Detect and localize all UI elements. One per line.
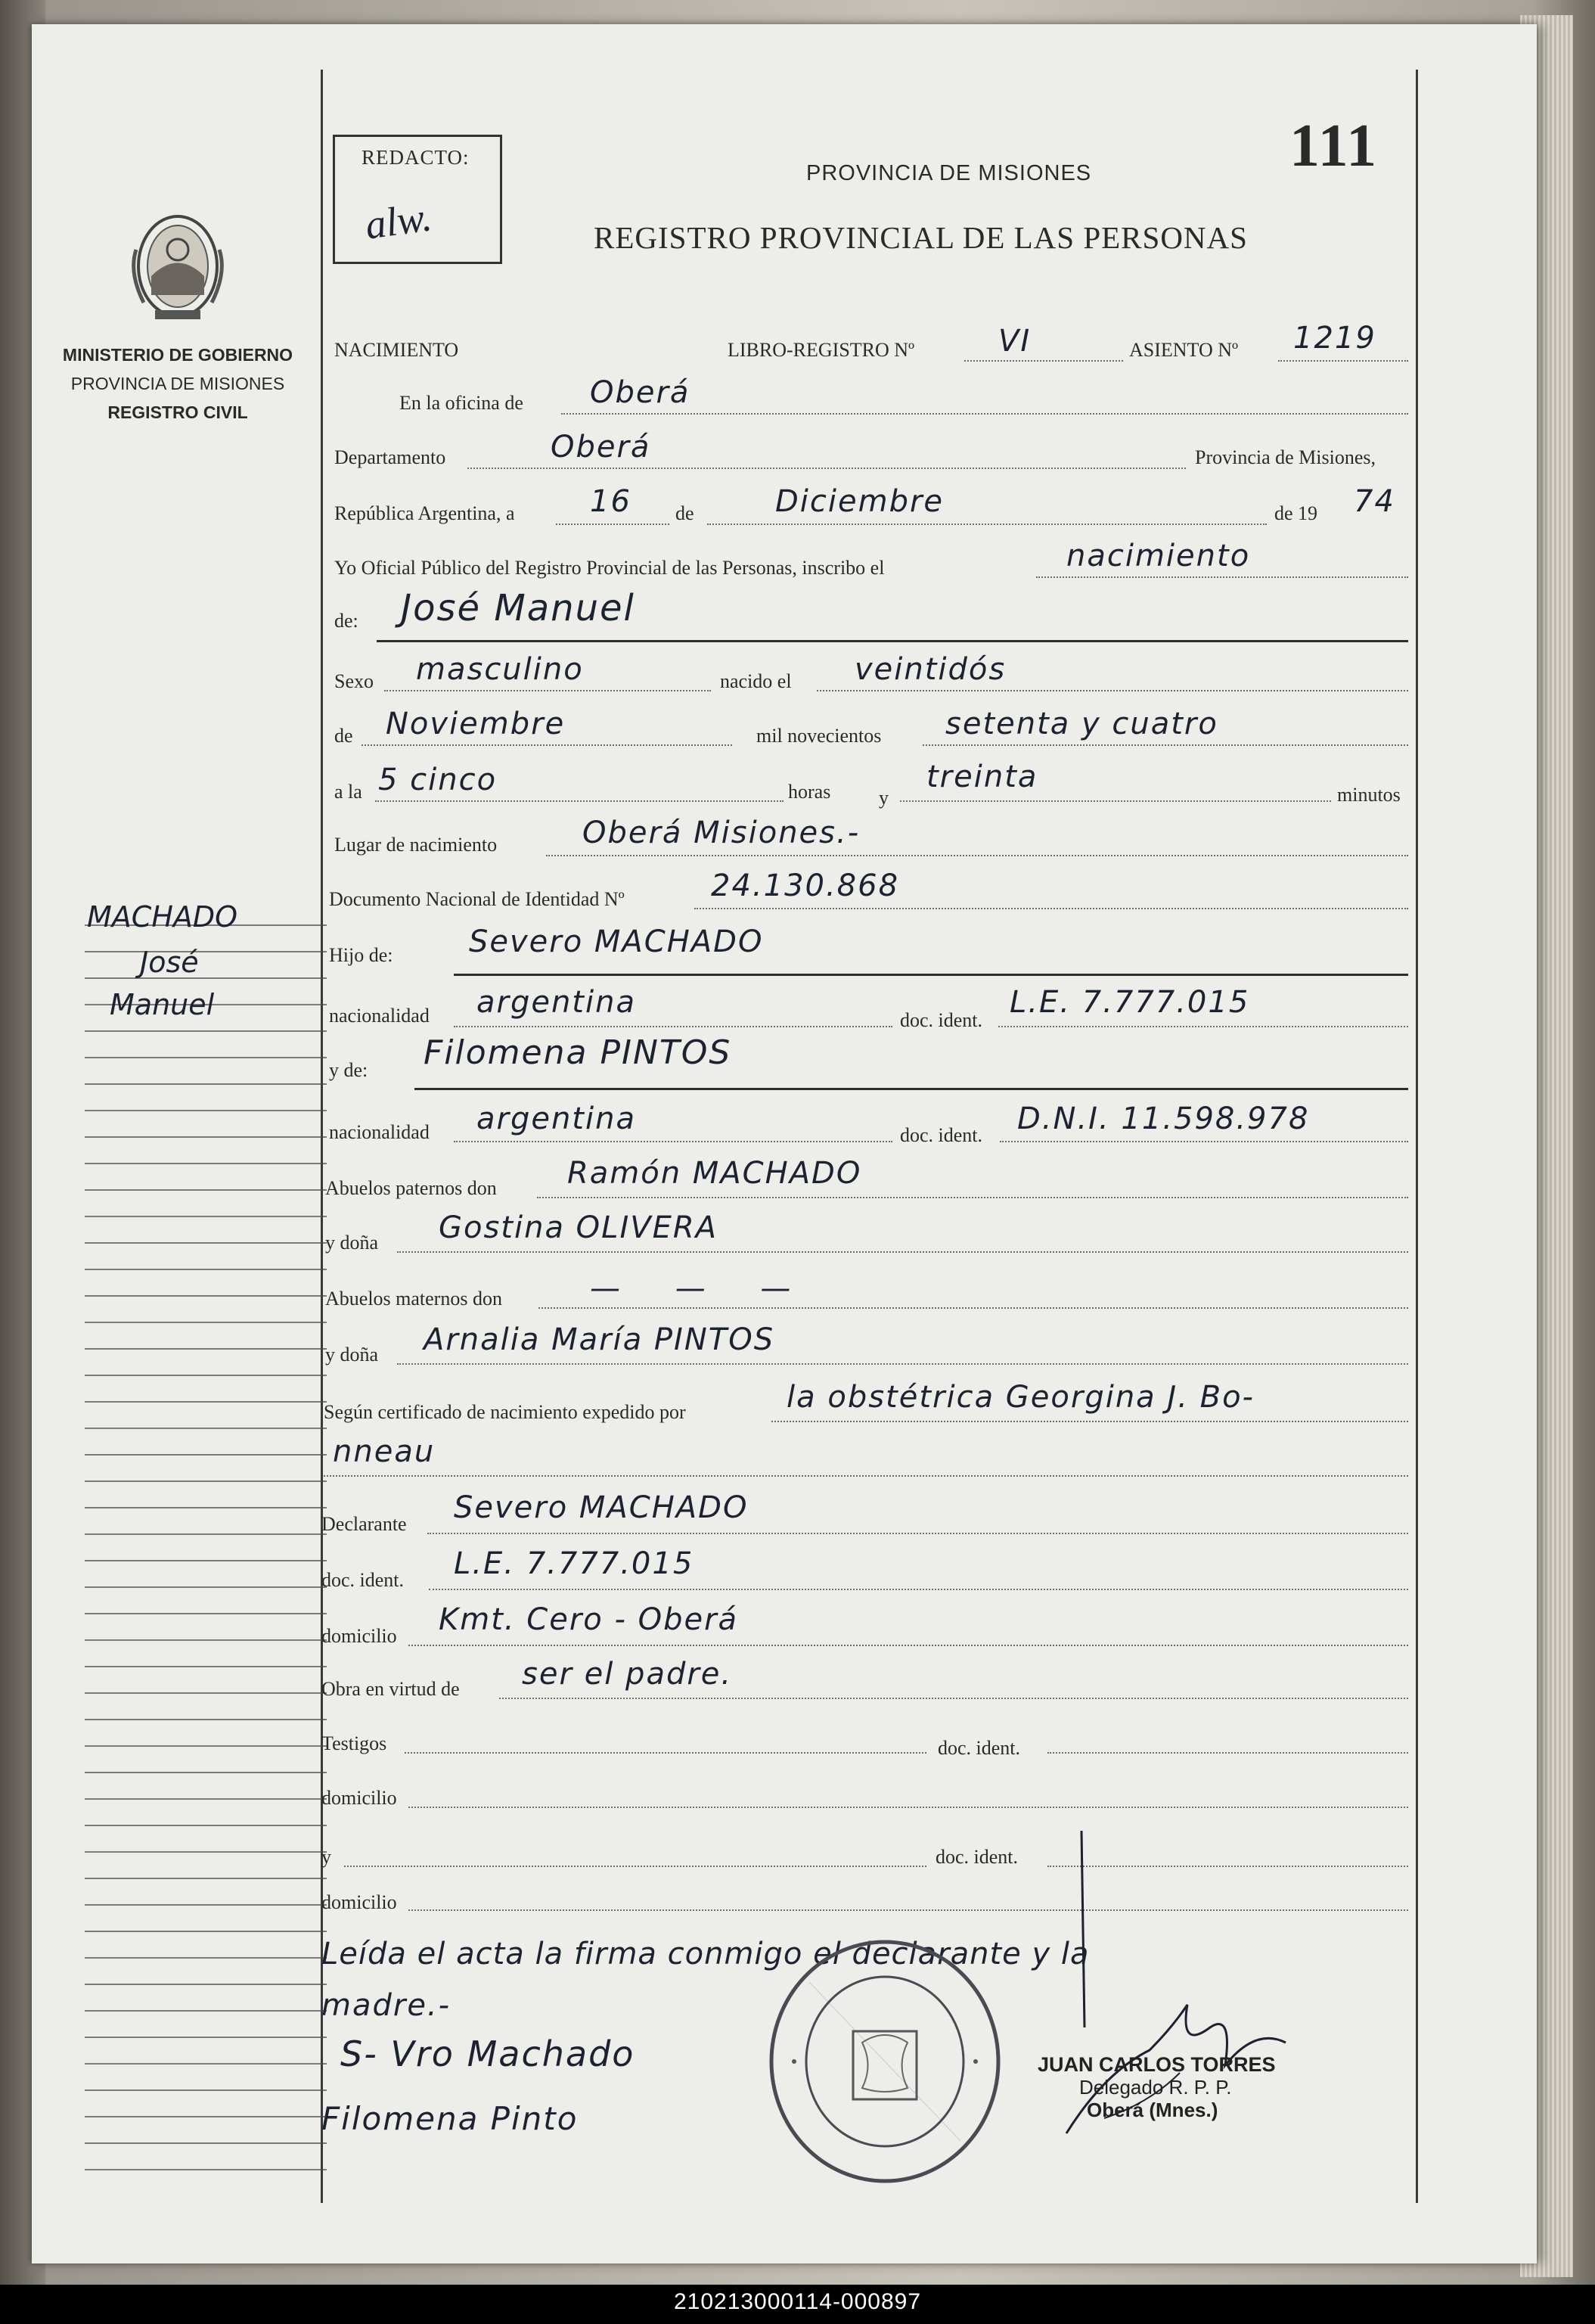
doc-madre-label: doc. ident. bbox=[900, 1124, 983, 1146]
ministry-registry: REGISTRO CIVIL bbox=[107, 402, 248, 422]
declarante-label: Declarante bbox=[321, 1513, 407, 1535]
domicilio-testigo1-label: domicilio bbox=[321, 1787, 397, 1809]
oficial-label: Yo Oficial Público del Registro Provincial de las Personas, inscribo el bbox=[334, 557, 885, 579]
minutos-value: treinta bbox=[926, 760, 1038, 794]
redacto-initials: alw. bbox=[362, 194, 435, 248]
departamento-label: Departamento bbox=[334, 446, 446, 468]
abuelos-paternos-label: Abuelos paternos don bbox=[325, 1177, 497, 1199]
de-nombre-label: de: bbox=[334, 610, 358, 632]
asiento-label: ASIENTO Nº bbox=[1129, 339, 1239, 361]
testigos-label: Testigos bbox=[321, 1732, 387, 1754]
domicilio-testigo2-label: domicilio bbox=[321, 1891, 397, 1913]
nacido-value: veintidós bbox=[855, 652, 1007, 687]
ministry-province: PROVINCIA DE MISIONES bbox=[70, 374, 285, 393]
doc-padre-value: L.E. 7.777.015 bbox=[1010, 985, 1250, 1020]
madre-value: Filomena PINTOS bbox=[424, 1033, 732, 1072]
abuelo-materno-value: — — — bbox=[590, 1271, 814, 1306]
certificado-value-cont: nneau bbox=[333, 1434, 436, 1469]
provincia-label: Provincia de Misiones, bbox=[1195, 446, 1376, 468]
asiento-value: 1219 bbox=[1293, 321, 1376, 356]
libro-value: VI bbox=[998, 324, 1032, 359]
anio-nac-value: setenta y cuatro bbox=[945, 707, 1218, 741]
nacionalidad-padre-label: nacionalidad bbox=[329, 1005, 430, 1027]
nacionalidad-padre-value: argentina bbox=[476, 985, 636, 1020]
abuelo-paterno-value: Ramón MACHADO bbox=[567, 1156, 862, 1191]
official-stamp-icon bbox=[764, 1937, 1006, 2186]
doc-declarante-value: L.E. 7.777.015 bbox=[454, 1546, 694, 1581]
ministry-block bbox=[53, 340, 303, 427]
lugar-value: Oberá Misiones.- bbox=[582, 816, 861, 850]
doc-padre-label: doc. ident. bbox=[900, 1009, 983, 1031]
sexo-value: masculino bbox=[416, 652, 584, 687]
libro-label: LIBRO-REGISTRO Nº bbox=[728, 339, 915, 361]
oficina-value: Oberá bbox=[590, 375, 690, 410]
y-dona-materna-label: y doña bbox=[325, 1344, 379, 1366]
anio-value: 74 bbox=[1354, 484, 1395, 519]
doc-declarante-label: doc. ident. bbox=[321, 1569, 405, 1591]
mes-value: Diciembre bbox=[775, 484, 945, 519]
officer-block bbox=[1038, 2053, 1276, 2121]
lugar-label: Lugar de nacimiento bbox=[334, 834, 498, 856]
departamento-value: Oberá bbox=[551, 430, 651, 464]
document-id: 210213000114-000897 bbox=[673, 2289, 922, 2314]
abuela-materna-value: Arnalia María PINTOS bbox=[424, 1322, 775, 1357]
officer-name: JUAN CARLOS TORRES bbox=[1038, 2053, 1276, 2076]
sexo-label: Sexo bbox=[334, 670, 374, 692]
dia-value: 16 bbox=[590, 484, 631, 519]
hijo-value: Severo MACHADO bbox=[469, 924, 764, 959]
obra-label: Obra en virtud de bbox=[321, 1678, 460, 1700]
margin-surname: MACHADO bbox=[87, 900, 238, 934]
horas-label: horas bbox=[788, 781, 831, 803]
dni-label: Documento Nacional de Identidad Nº bbox=[329, 888, 625, 910]
coat-of-arms-icon bbox=[121, 204, 234, 325]
obra-value: ser el padre. bbox=[522, 1657, 733, 1692]
officer-place: Oberá (Mnes.) bbox=[1087, 2099, 1218, 2121]
declarante-value: Severo MACHADO bbox=[454, 1490, 749, 1525]
domicilio-declarante-value: Kmt. Cero - Oberá bbox=[439, 1602, 739, 1637]
right-frame-line bbox=[1416, 70, 1418, 2203]
de-label: de bbox=[675, 502, 694, 524]
nombre-value: José Manuel bbox=[401, 587, 635, 629]
signature-madre: Filomena Pinto bbox=[321, 2100, 579, 2137]
domicilio-declarante-label: domicilio bbox=[321, 1625, 397, 1647]
y-dona-paterna-label: y doña bbox=[325, 1232, 379, 1254]
ministry-name: MINISTERIO DE GOBIERNO bbox=[62, 345, 293, 365]
redacto-box bbox=[333, 135, 502, 264]
hora-value: 5 cinco bbox=[378, 763, 498, 797]
abuelos-maternos-label: Abuelos maternos don bbox=[325, 1288, 502, 1310]
oficina-label: En la oficina de bbox=[399, 392, 523, 414]
redacto-label: REDACTO: bbox=[362, 146, 470, 169]
closing-line-2: madre.- bbox=[321, 1988, 452, 2023]
abuela-paterna-value: Gostina OLIVERA bbox=[439, 1210, 718, 1245]
doc-madre-value: D.N.I. 11.598.978 bbox=[1017, 1101, 1310, 1136]
anio-label: de 19 bbox=[1274, 502, 1318, 524]
y-label: y bbox=[879, 787, 889, 809]
yde-label: y de: bbox=[329, 1059, 368, 1081]
doc-testigo1-label: doc. ident. bbox=[938, 1737, 1021, 1759]
minutos-label: minutos bbox=[1337, 784, 1401, 806]
footer-bar bbox=[0, 2285, 1595, 2324]
certificado-label: Según certificado de nacimiento expedido por bbox=[324, 1401, 686, 1423]
dni-value: 24.130.868 bbox=[711, 868, 900, 903]
officer-title: Delegado R. P. P. bbox=[1079, 2076, 1232, 2099]
y-testigo2-label: y bbox=[321, 1846, 331, 1868]
doc-testigo2-label: doc. ident. bbox=[936, 1846, 1019, 1868]
nacionalidad-madre-value: argentina bbox=[476, 1101, 636, 1136]
ala-label: a la bbox=[334, 781, 362, 803]
province-heading: PROVINCIA DE MISIONES bbox=[806, 161, 1092, 185]
de-mes-label: de bbox=[334, 725, 353, 747]
mes-nac-value: Noviembre bbox=[386, 707, 566, 741]
margin-middle-name: Manuel bbox=[110, 988, 215, 1021]
oficial-value: nacimiento bbox=[1066, 539, 1251, 573]
nacionalidad-madre-label: nacionalidad bbox=[329, 1121, 430, 1143]
margin-first-name: José bbox=[140, 946, 199, 979]
act-type-label: NACIMIENTO bbox=[334, 339, 459, 361]
republica-label: República Argentina, a bbox=[334, 502, 515, 524]
mil-label: mil novecientos bbox=[756, 725, 882, 747]
closing-line-1: Leída el acta la firma conmigo el declarante y la bbox=[321, 1937, 1090, 1971]
registry-heading: REGISTRO PROVINCIAL DE LAS PERSONAS bbox=[594, 220, 1248, 255]
hijo-label: Hijo de: bbox=[329, 944, 393, 966]
signature-declarante: S- Vro Machado bbox=[340, 2034, 635, 2074]
page-number: 111 bbox=[1289, 113, 1379, 179]
certificado-value: la obstétrica Georgina J. Bo- bbox=[787, 1380, 1255, 1415]
nacido-label: nacido el bbox=[720, 670, 792, 692]
